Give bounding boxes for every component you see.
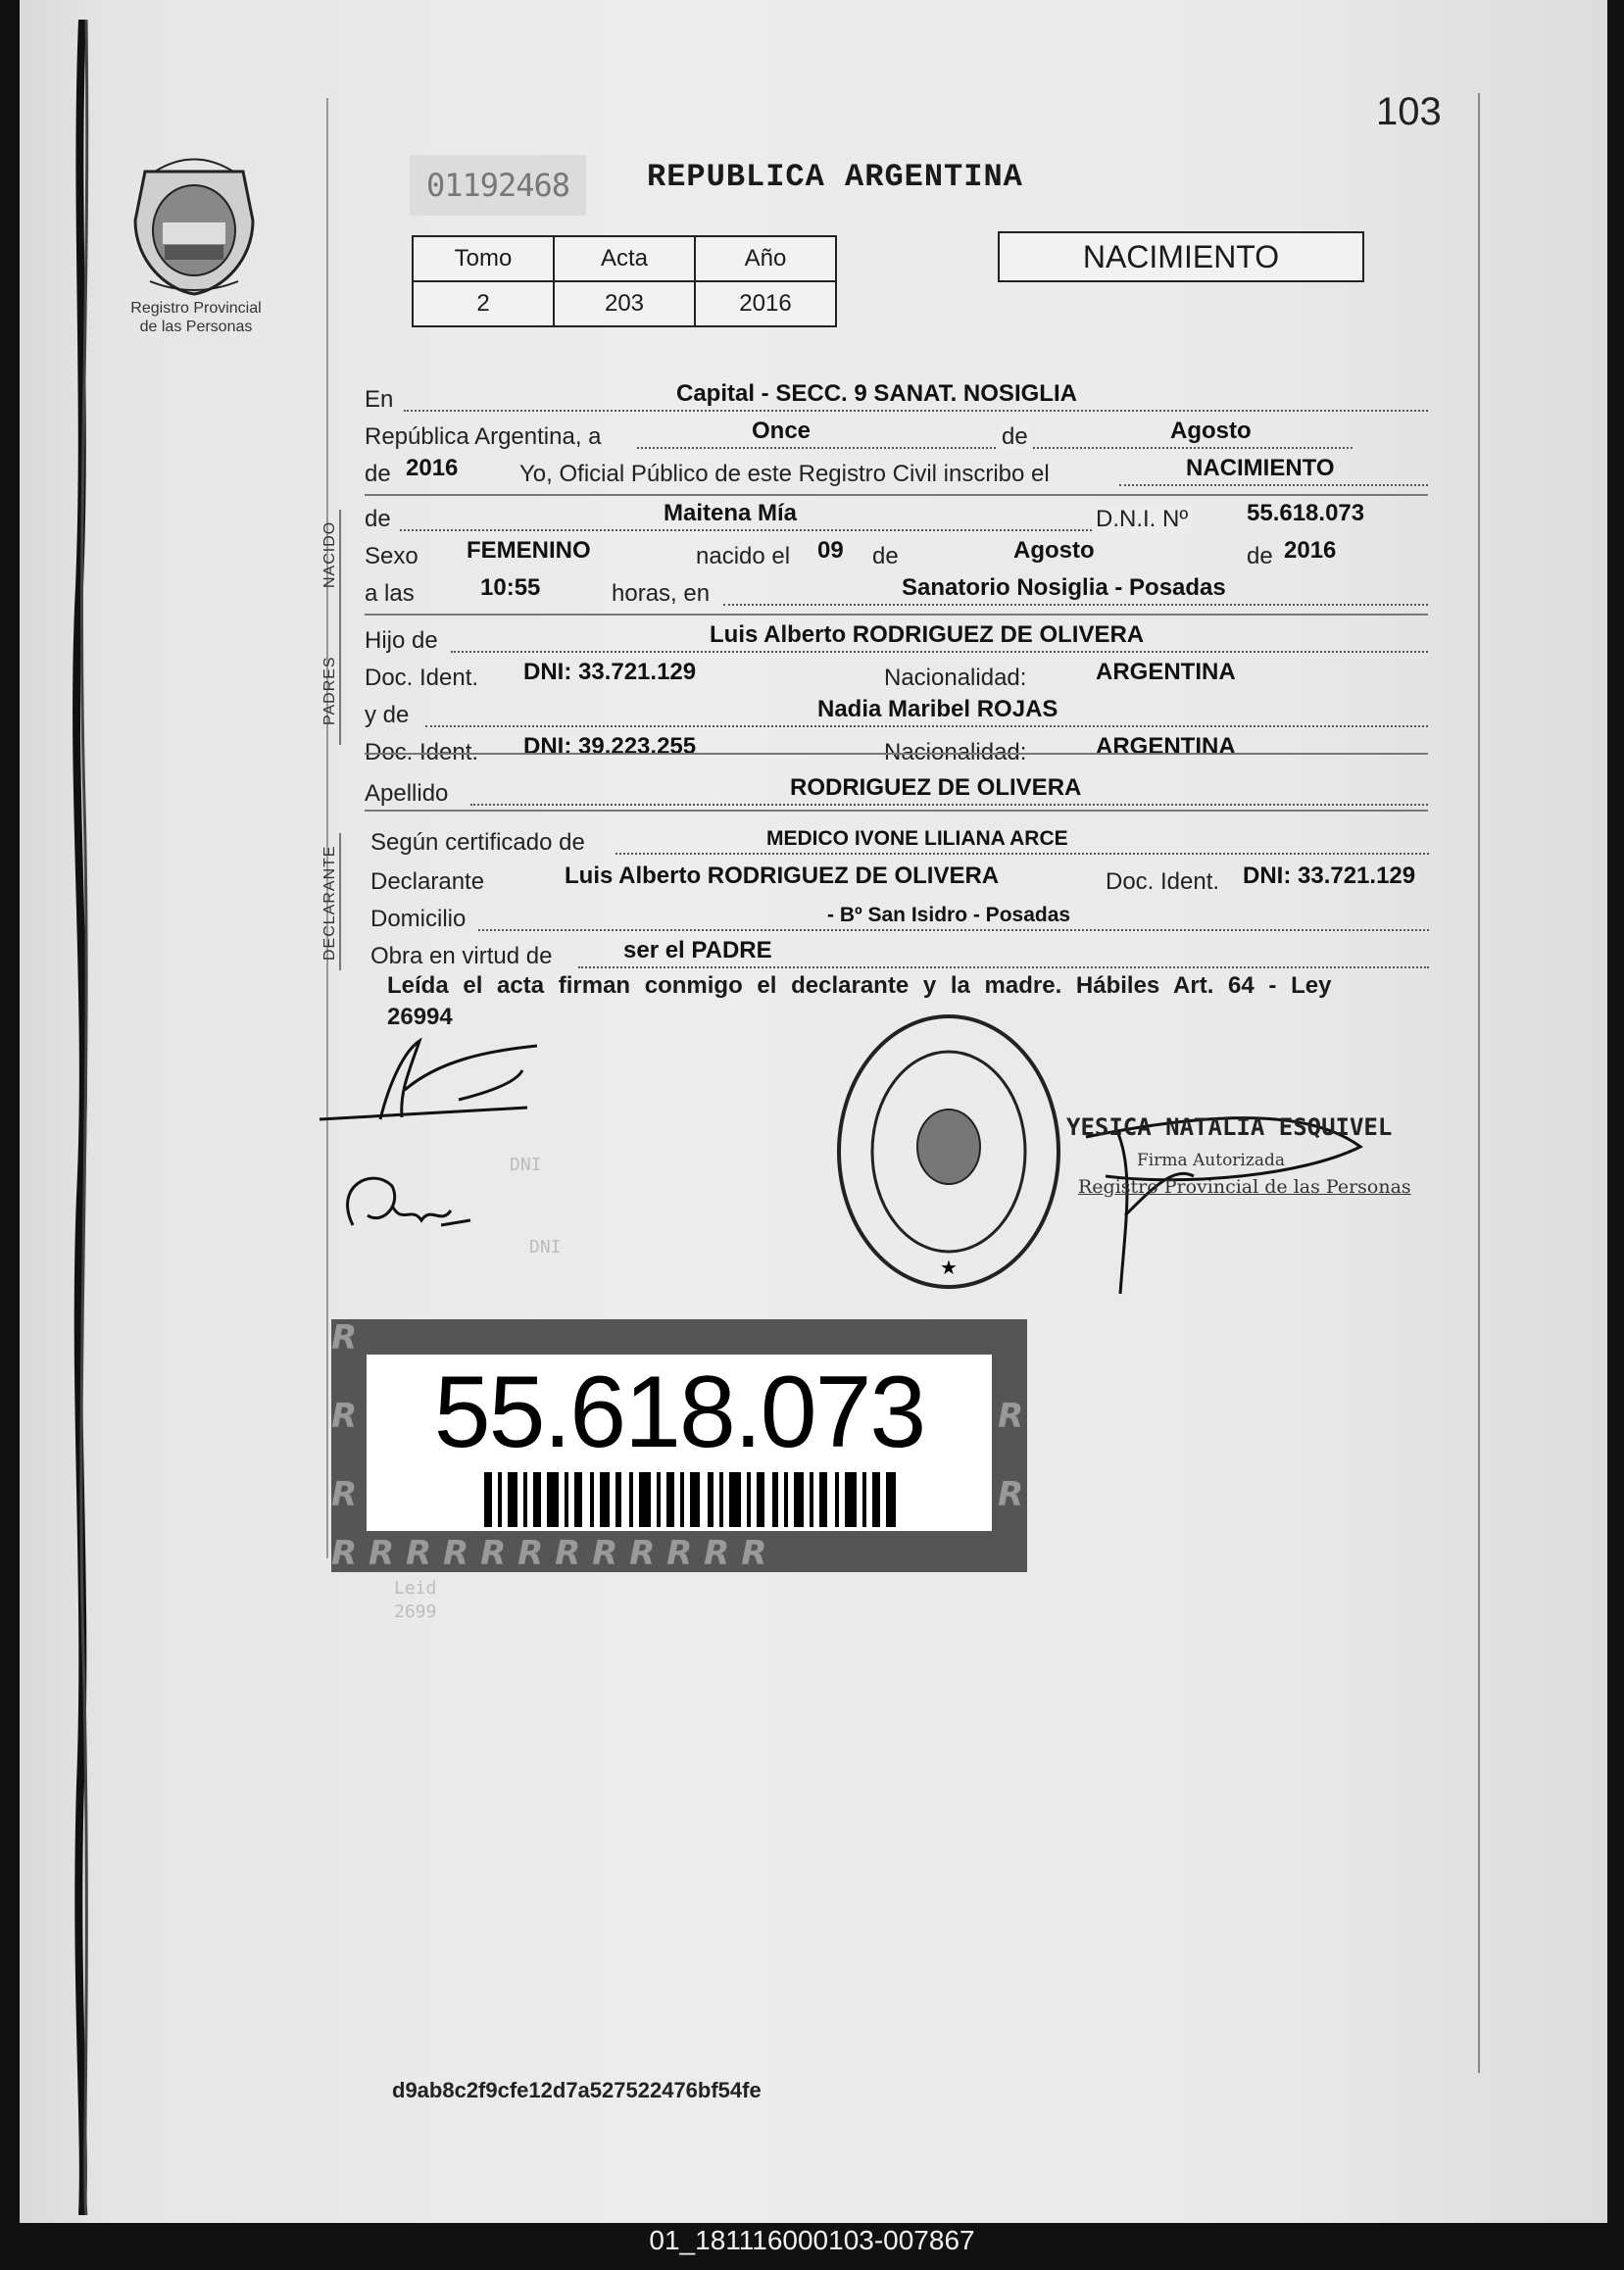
decl-doc-value: DNI: 33.721.129 (1243, 863, 1416, 889)
oficial-text: Yo, Oficial Público de este Registro Civil inscribo el (519, 461, 1050, 487)
declarante-bar (339, 833, 341, 970)
certificado-label: Según certificado de (370, 829, 585, 856)
mother-nat-label: Nacionalidad: (884, 739, 1027, 765)
document-hash: d9ab8c2f9cfe12d7a527522476bf54fe (392, 2078, 762, 2102)
obra-dots (578, 964, 1429, 968)
declarante-section-label: DECLARANTE (321, 845, 338, 961)
hijo-label: Hijo de (365, 627, 438, 654)
mother-value: Nadia Maribel ROJAS (817, 696, 1058, 722)
father-value: Luis Alberto RODRIGUEZ DE OLIVERA (710, 621, 1145, 648)
domicilio-dots (478, 927, 1429, 931)
field-mother-doc (365, 735, 1428, 766)
dni-value: 55.618.073 (1247, 500, 1365, 526)
official-name: YESICA NATALIA ESQUIVEL (1066, 1113, 1393, 1141)
father-nat: ARGENTINA (1096, 659, 1236, 685)
alas-label: a las (365, 580, 415, 607)
rule-4 (365, 810, 1428, 812)
logo-caption-line1: Registro Provincial (130, 300, 262, 317)
domicilio-label: Domicilio (370, 906, 467, 932)
anio-value: 2016 (695, 281, 836, 326)
mother-dots (425, 723, 1428, 727)
dni-label: D.N.I. Nº (1092, 506, 1192, 533)
mother-nat: ARGENTINA (1096, 733, 1236, 760)
registry-table (412, 235, 837, 327)
svg-text:R: R (331, 1475, 358, 1514)
father-nat-label: Nacionalidad: (884, 665, 1027, 691)
de2-label: de (872, 543, 899, 569)
logo-caption-line2: de las Personas (139, 319, 253, 335)
de3-label: de (1247, 543, 1273, 569)
rule-3 (365, 753, 1428, 755)
misiones-emblem-icon (125, 152, 263, 299)
en-dots (404, 408, 1428, 412)
certificado-dots (615, 851, 1429, 855)
padres-bar (339, 627, 341, 745)
sticker-label (367, 1355, 992, 1531)
svg-text:R R R R R R R R R R R R: R R R R R R R R R R R R (331, 1534, 767, 1572)
apellido-value: RODRIGUEZ DE OLIVERA (790, 774, 1082, 801)
apellido-dots (470, 802, 1428, 806)
nacido-section-label: NACIDO (321, 520, 338, 588)
svg-text:★: ★ (940, 1256, 958, 1279)
mother-signature (333, 1166, 480, 1245)
mother-doc: DNI: 39.223.255 (523, 733, 697, 760)
document-title: REPUBLICA ARGENTINA (647, 159, 1023, 195)
month-value: Agosto (1170, 418, 1252, 444)
registry-seal-icon (831, 1010, 1066, 1294)
republica-label: República Argentina, a (365, 423, 602, 450)
closing-statement: Leída el acta firman conmigo el declarante y la madre. Hábiles Art. 64 - Ley 26994 (387, 972, 1332, 1030)
father-doc: DNI: 33.721.129 (523, 659, 697, 685)
dni-sticker (331, 1319, 1027, 1572)
field-domicilio (370, 902, 1429, 933)
date-dots (637, 445, 1353, 449)
field-time-place (365, 576, 1428, 608)
father-doc-label: Doc. Ident. (365, 665, 479, 691)
field-en (365, 382, 1428, 414)
nacido-bar (339, 510, 341, 637)
birth-day: 09 (817, 537, 844, 564)
nacido-label: nacido el (696, 543, 791, 569)
en-value: Capital - SECC. 9 SANAT. NOSIGLIA (676, 380, 1077, 407)
binding-edge (61, 20, 100, 2215)
field-declarante (370, 864, 1429, 896)
sexo-label: Sexo (365, 543, 418, 569)
name-value: Maitena Mía (664, 500, 798, 526)
field-father-doc (365, 661, 1428, 692)
field-certificado (370, 825, 1429, 857)
time-value: 10:55 (480, 574, 541, 601)
ghost-mark-3: Leid (394, 1578, 437, 1599)
ghost-mark-1: DNI (529, 1237, 562, 1258)
logo-caption (98, 299, 294, 336)
acta-value: 203 (554, 281, 695, 326)
day-value: Once (752, 418, 812, 444)
svg-text:R: R (331, 1397, 358, 1436)
left-margin-line (326, 98, 328, 1558)
svg-text:R: R (998, 1475, 1024, 1514)
apellido-label: Apellido (365, 780, 449, 807)
field-date (365, 419, 1428, 451)
year-value: 2016 (406, 455, 459, 481)
name-dots (400, 527, 1123, 531)
obra-value: ser el PADRE (623, 937, 772, 963)
obra-label: Obra en virtud de (370, 943, 553, 969)
tomo-value: 2 (413, 281, 554, 326)
name-label: de (365, 506, 391, 532)
svg-text:R: R (998, 1397, 1024, 1436)
field-father (365, 623, 1428, 655)
sticker-dni-number: 55.618.073 (433, 1356, 925, 1469)
official-role: Firma Autorizada (1137, 1151, 1285, 1170)
domicilio-value: - Bº San Isidro - Posadas (827, 904, 1071, 926)
certificado-value: MEDICO IVONE LILIANA ARCE (766, 827, 1068, 850)
yde-label: y de (365, 702, 410, 728)
official-office: Registro Provincial de las Personas (1078, 1176, 1411, 1198)
sexo-value: FEMENINO (467, 537, 591, 564)
inscription-dots (1119, 482, 1428, 486)
field-mother (365, 698, 1428, 729)
place-dots (723, 602, 1428, 606)
declarante-label: Declarante (370, 868, 485, 895)
en-label: En (365, 386, 394, 413)
decl-doc-label: Doc. Ident. (1106, 868, 1220, 895)
field-name (365, 502, 1428, 533)
rule-1 (365, 494, 1428, 496)
rule-2 (365, 614, 1428, 616)
de-label: de (998, 423, 1032, 451)
acta-header: Acta (554, 236, 695, 281)
padres-section-label: PADRES (321, 656, 338, 725)
right-margin-line (1478, 93, 1480, 2073)
page-number: 103 (1376, 90, 1442, 133)
mother-doc-label: Doc. Ident. (365, 739, 479, 765)
field-apellido (365, 776, 1428, 808)
horas-label: horas, en (612, 580, 711, 607)
footer-code: 01_181116000103-007867 (649, 2225, 975, 2255)
field-inscription (365, 457, 1428, 488)
act-type-box: NACIMIENTO (998, 231, 1364, 282)
birth-month: Agosto (1013, 537, 1095, 564)
field-sexo (365, 539, 1428, 570)
anio-header: Año (695, 236, 836, 281)
father-dots (451, 649, 1428, 653)
barcode-icon (484, 1472, 896, 1527)
field-obra (370, 939, 1429, 970)
serial-number: 01192468 (410, 155, 586, 216)
ghost-mark-2: DNI (510, 1155, 542, 1175)
svg-text:R: R (331, 1319, 358, 1357)
declarante-value: Luis Alberto RODRIGUEZ DE OLIVERA (565, 863, 1000, 889)
place-value: Sanatorio Nosiglia - Posadas (902, 574, 1226, 601)
birth-year: 2016 (1284, 537, 1337, 564)
year-label: de (365, 461, 391, 487)
ghost-mark-4: 2699 (394, 1602, 437, 1622)
declarant-signature (312, 1031, 547, 1129)
inscribo-value: NACIMIENTO (1186, 455, 1335, 481)
tomo-header: Tomo (413, 236, 554, 281)
